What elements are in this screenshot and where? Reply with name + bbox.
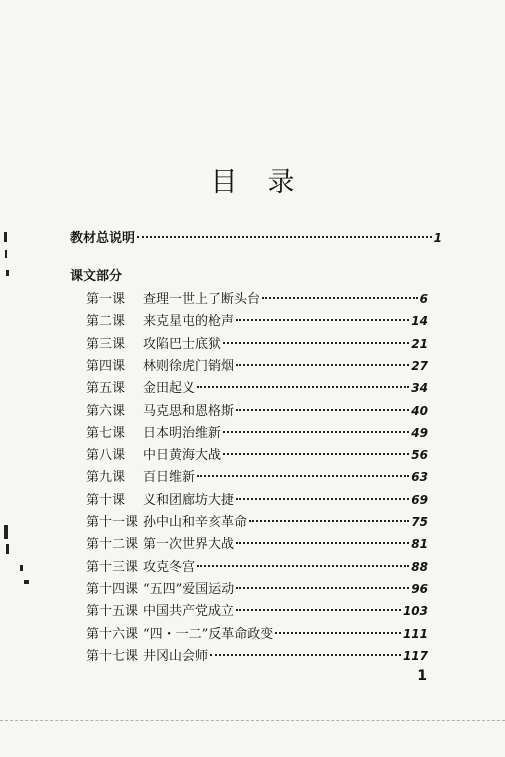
- lesson-page: 96: [411, 581, 428, 596]
- lesson-title: 百日维新: [143, 470, 196, 486]
- lesson-title: 马克思和恩格斯: [143, 403, 235, 419]
- toc-entry-lesson: [86, 335, 428, 354]
- toc-entry-lesson: [86, 379, 428, 398]
- lesson-title: 攻陷巴士底狱: [143, 336, 222, 352]
- lesson-page: 6: [419, 292, 428, 306]
- lesson-title: 孙中山和辛亥革命: [143, 515, 248, 530]
- lesson-title: 中国共产党成立: [143, 604, 235, 620]
- dot-leader: [197, 386, 409, 388]
- dot-leader: [223, 431, 409, 433]
- lesson-number: 第五课: [86, 381, 126, 397]
- scan-mark: [4, 232, 7, 242]
- dot-leader: [223, 453, 409, 455]
- lesson-number: 第八课: [86, 448, 126, 464]
- lesson-page: 63: [411, 470, 428, 485]
- toc-entry-lesson: [86, 290, 428, 309]
- lesson-number: 第三课: [86, 336, 126, 352]
- lesson-number: 第一课: [86, 292, 126, 307]
- toc-entry-lesson: [86, 625, 428, 644]
- scan-mark: [20, 565, 23, 571]
- lesson-title: 来克星屯的枪声: [143, 314, 235, 330]
- lesson-title: “五四”爱国运动: [143, 581, 235, 597]
- lesson-title: 义和团廊坊大捷: [143, 492, 235, 508]
- scan-mark: [6, 544, 9, 554]
- lesson-title: 第一次世界大战: [143, 537, 235, 553]
- toc-entry-page: 1: [433, 231, 442, 245]
- toc-entry-lesson: [86, 647, 428, 666]
- lesson-number: 第二课: [86, 314, 126, 330]
- lesson-number: 第六课: [86, 403, 126, 419]
- lesson-title: 日本明治维新: [143, 425, 222, 441]
- toc-entry-lesson: [86, 513, 428, 532]
- dot-leader: [275, 632, 401, 634]
- dot-leader: [236, 587, 409, 589]
- lesson-number: 第十六课: [86, 626, 139, 642]
- lesson-title: 金田起义: [143, 381, 196, 397]
- scan-edge-line: [0, 720, 505, 721]
- lesson-title: 攻克冬宫: [143, 559, 196, 575]
- toc-entry-lesson: [86, 535, 428, 554]
- toc-entry-lesson: [86, 402, 428, 421]
- lesson-title: 井冈山会师: [143, 648, 209, 664]
- dot-leader: [249, 520, 409, 522]
- toc-entry-overview: [70, 229, 442, 248]
- lesson-page: 14: [411, 314, 428, 329]
- page-number: 1: [417, 668, 427, 684]
- dot-leader: [197, 565, 409, 567]
- dot-leader: [137, 236, 432, 238]
- dot-leader: [197, 475, 409, 477]
- toc-entry-label: 教材总说明: [70, 231, 136, 246]
- lesson-page: 75: [411, 515, 428, 529]
- lesson-title: 林则徐虎门销烟: [143, 358, 235, 374]
- lesson-number: 第十七课: [86, 648, 139, 664]
- lesson-number: 第十课: [86, 492, 126, 508]
- dot-leader: [236, 609, 401, 611]
- dot-leader: [236, 319, 409, 321]
- toc-entry-lesson: [86, 424, 428, 443]
- lesson-number: 第十二课: [86, 537, 139, 553]
- lesson-page: 103: [402, 604, 428, 619]
- lesson-page: 69: [411, 492, 428, 507]
- lesson-title: 中日黄海大战: [143, 448, 222, 464]
- dot-leader: [262, 297, 418, 299]
- lesson-number: 第十三课: [86, 559, 139, 575]
- lesson-title: 查理一世上了断头台: [143, 292, 261, 307]
- toc-entry-lesson: [86, 580, 428, 599]
- lesson-number: 第十四课: [86, 581, 139, 597]
- toc-entry-lesson: [86, 491, 428, 510]
- lesson-page: 21: [411, 336, 428, 351]
- dot-leader: [236, 409, 409, 411]
- lesson-page: 117: [402, 648, 428, 663]
- lesson-page: 34: [411, 381, 428, 396]
- toc-entry-lesson: [86, 602, 428, 621]
- scan-mark: [5, 250, 7, 258]
- page-title: 目录: [210, 167, 325, 198]
- lesson-page: 49: [411, 425, 428, 440]
- section-heading: 课文部分: [70, 269, 123, 284]
- lesson-page: 88: [411, 559, 428, 574]
- lesson-page: 81: [411, 537, 428, 552]
- dot-leader: [236, 542, 409, 544]
- lesson-number: 第九课: [86, 470, 126, 486]
- lesson-page: 56: [411, 448, 428, 463]
- lesson-page: 40: [411, 403, 428, 418]
- lesson-title: “四・一二”反革命政变: [143, 626, 274, 642]
- toc-entry-lesson: [86, 357, 428, 376]
- dot-leader: [210, 654, 401, 656]
- lesson-number: 第七课: [86, 425, 126, 441]
- toc-entry-lesson: [86, 446, 428, 465]
- toc-entry-lesson: [86, 468, 428, 487]
- lesson-number: 第四课: [86, 358, 126, 374]
- lesson-number: 第十五课: [86, 604, 139, 620]
- scan-mark: [4, 525, 8, 539]
- scan-mark: [24, 580, 29, 584]
- scan-mark: [6, 270, 9, 276]
- dot-leader: [223, 342, 409, 344]
- dot-leader: [236, 364, 409, 366]
- lesson-number: 第十一课: [86, 515, 139, 530]
- toc-entry-lesson: [86, 558, 428, 577]
- dot-leader: [236, 498, 409, 500]
- toc-entry-lesson: [86, 312, 428, 331]
- lesson-page: 111: [402, 626, 428, 641]
- lesson-page: 27: [411, 358, 428, 373]
